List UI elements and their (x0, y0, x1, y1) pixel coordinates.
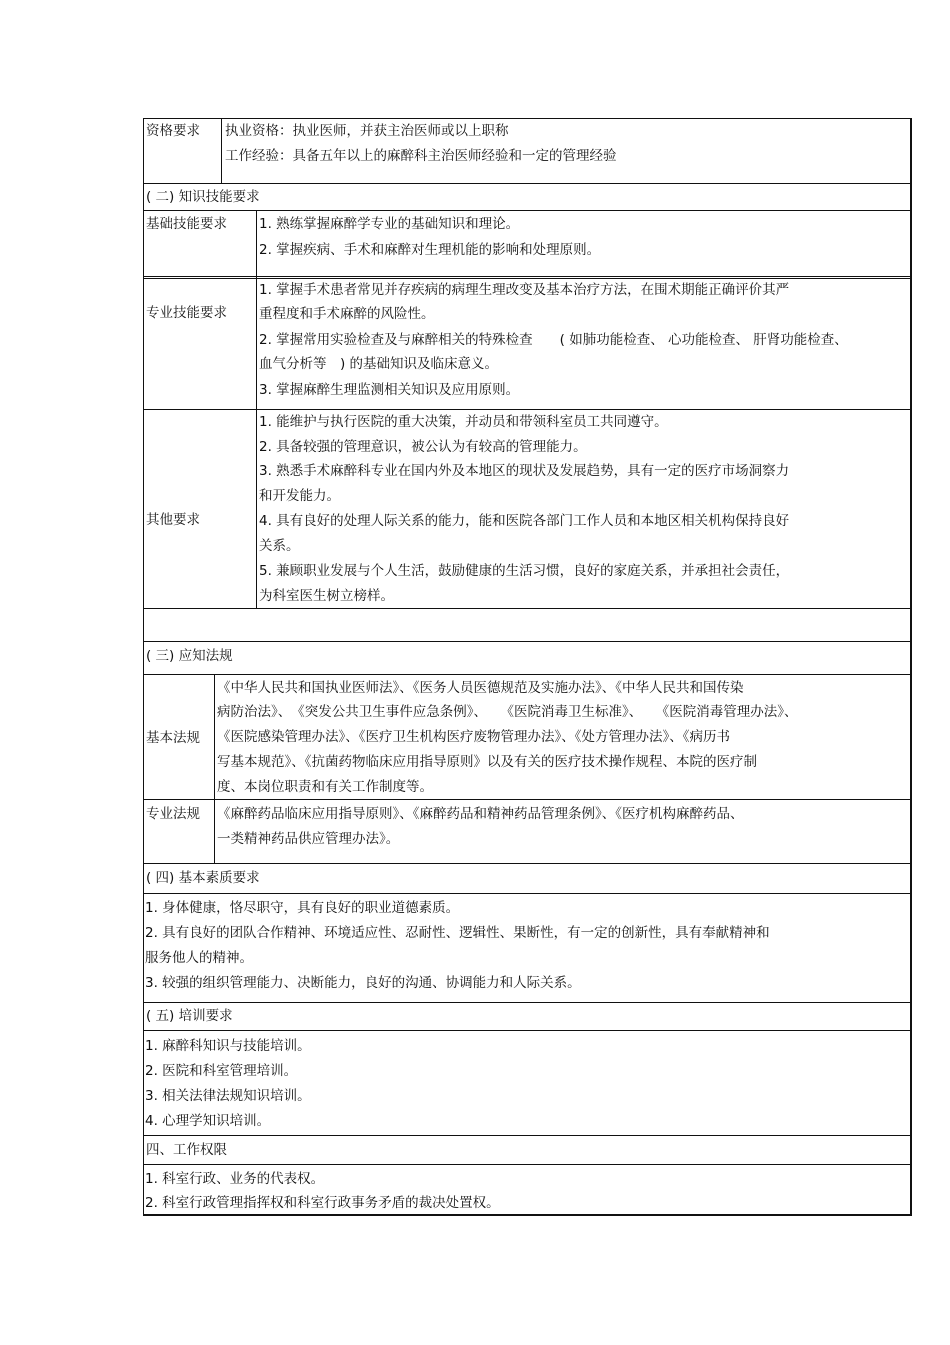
rule (143, 674, 912, 675)
professional-skills-line: 血气分析等 ) 的基础知识及临床意义。 (259, 356, 499, 372)
rule-top (143, 118, 912, 119)
rule (143, 863, 912, 864)
professional-skills-line: 重程度和手术麻醉的风险性。 (259, 306, 435, 322)
quality-line: 2. 具有良好的团队合作精神、环境适应性、忍耐性、逻辑性、果断性，有一定的创新性，具有奉献精神和 (145, 925, 770, 941)
professional-skills-line: 2. 掌握常用实验检查及与麻醉相关的特殊检查 ( 如肺功能检查、 心功能检查、 肝肾功能检查、 (259, 332, 848, 348)
section-heading-authority: 四、工作权限 (146, 1142, 227, 1158)
professional-laws-line: 一类精神药品供应管理办法》。 (217, 831, 400, 847)
training-line: 1. 麻醉科知识与技能培训。 (145, 1038, 311, 1054)
rule (143, 608, 912, 609)
professional-skills-line: 3. 掌握麻醉生理监测相关知识及应用原则。 (259, 382, 520, 398)
other-requirements-line: 为科室医生树立榜样。 (259, 588, 394, 604)
professional-skills-line: 1. 掌握手术患者常见并存疾病的病理生理改变及基本治疗方法，在围术期能正确评价其严 (259, 282, 790, 298)
professional-skills-label: 专业技能要求 (146, 305, 227, 321)
professional-laws-label: 专业法规 (146, 806, 200, 822)
qualification-line: 执业资格：执业医师，并获主治医师或以上职称 (225, 123, 509, 139)
professional-laws-line: 《麻醉药品临床应用指导原则》、《麻醉药品和精神药品管理条例》、《医疗机构麻醉药品、 (217, 806, 744, 822)
quality-line: 3. 较强的组织管理能力、决断能力，良好的沟通、协调能力和人际关系。 (145, 975, 581, 991)
basic-skills-line: 2. 掌握疾病、手术和麻醉对生理机能的影响和处理原则。 (259, 242, 601, 258)
basic-skills-line: 1. 熟练掌握麻醉学专业的基础知识和理论。 (259, 216, 520, 232)
qualification-label: 资格要求 (146, 123, 200, 139)
other-requirements-line: 3. 熟悉手术麻醉科专业在国内外及本地区的现状及发展趋势，具有一定的医疗市场洞察力 (259, 463, 790, 479)
rule (143, 799, 912, 800)
rule-left (143, 118, 144, 1216)
quality-line: 1. 身体健康，恪尽职守，具有良好的职业道德素质。 (145, 900, 460, 916)
rule (143, 893, 912, 894)
column-divider (214, 674, 215, 863)
job-description-table (143, 118, 913, 1216)
authority-line: 2. 科室行政管理指挥权和科室行政事务矛盾的裁决处置权。 (145, 1195, 500, 1211)
qualification-line: 工作经验：具备五年以上的麻醉科主治医师经验和一定的管理经验 (225, 148, 617, 164)
rule-bottom (143, 1214, 912, 1216)
other-requirements-line: 关系。 (259, 538, 300, 554)
rule (143, 1135, 912, 1136)
basic-laws-label: 基本法规 (146, 730, 200, 746)
other-requirements-line: 1. 能维护与执行医院的重大决策，并动员和带领科室员工共同遵守。 (259, 414, 668, 430)
rule (143, 641, 912, 642)
rule (143, 1164, 912, 1165)
basic-laws-line: 《中华人民共和国执业医师法》、《医务人员医德规范及实施办法》、《中华人民共和国传染 (217, 680, 744, 696)
column-divider (221, 118, 222, 183)
rule (143, 276, 912, 277)
basic-laws-line: 病防治法》、 《突发公共卫生事件应急条例》、 《医院消毒卫生标准》、 《医院消毒管理办法》、 (217, 704, 798, 720)
column-divider (256, 210, 257, 609)
other-requirements-line: 5. 兼顾职业发展与个人生活，鼓励健康的生活习惯，良好的家庭关系，并承担社会责任， (259, 563, 790, 579)
other-requirements-line: 2. 具备较强的管理意识，被公认为有较高的管理能力。 (259, 439, 587, 455)
basic-laws-line: 写基本规范》、《抗菌药物临床应用指导原则》以及有关的医疗技术操作规程、本院的医疗制 (217, 754, 757, 770)
other-requirements-line: 和开发能力。 (259, 488, 340, 504)
rule (143, 1030, 912, 1031)
other-requirements-label: 其他要求 (146, 512, 200, 528)
section-heading-training: ( 五) 培训要求 (146, 1008, 233, 1024)
authority-line: 1. 科室行政、业务的代表权。 (145, 1171, 325, 1187)
training-line: 2. 医院和科室管理培训。 (145, 1063, 298, 1079)
section-heading-knowledge: ( 二) 知识技能要求 (146, 189, 260, 205)
section-heading-laws: ( 三) 应知法规 (146, 648, 233, 664)
quality-line: 服务他人的精神。 (145, 950, 253, 966)
section-heading-quality: ( 四) 基本素质要求 (146, 870, 260, 886)
basic-laws-line: 《医院感染管理办法》、《医疗卫生机构医疗废物管理办法》、《处方管理办法》、《病历书 (217, 729, 730, 745)
other-requirements-line: 4. 具有良好的处理人际关系的能力，能和医院各部门工作人员和本地区相关机构保持良好 (259, 513, 790, 529)
rule (143, 1002, 912, 1003)
basic-laws-line: 度、本岗位职责和有关工作制度等。 (217, 779, 433, 795)
training-line: 3. 相关法律法规知识培训。 (145, 1088, 311, 1104)
rule (143, 210, 912, 211)
rule (143, 183, 912, 184)
rule (143, 278, 912, 279)
training-line: 4. 心理学知识培训。 (145, 1113, 271, 1129)
basic-skills-label: 基础技能要求 (146, 216, 227, 232)
rule-right (910, 118, 912, 1216)
rule (143, 409, 912, 410)
